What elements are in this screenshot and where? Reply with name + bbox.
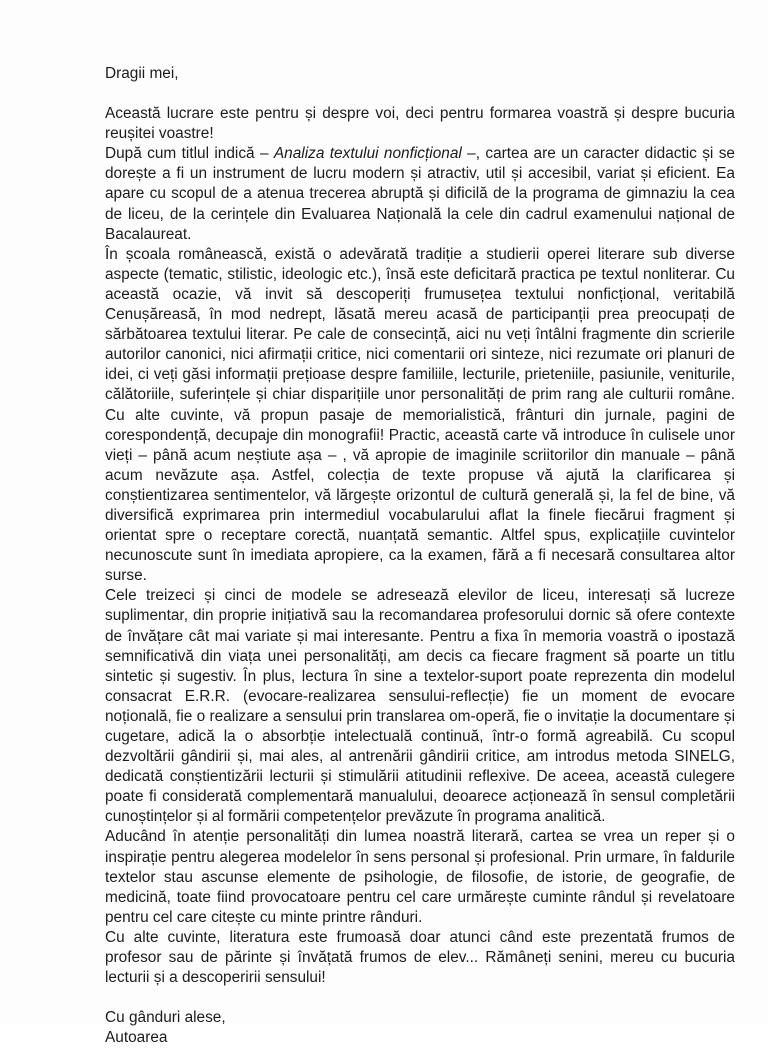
paragraph-1: Această lucrare este pentru și despre voi, deci pentru formarea voastră și despre bucuria reușitei voastre! (105, 105, 735, 143)
book-title: Analiza textului nonficțional (273, 145, 462, 163)
letter-closing (105, 1008, 735, 1048)
paragraph-5: Aducând în atenție personalități din lumea noastră literară, cartea se vrea un reper și o inspirație pentru alegerea modelelor în sens personal și profesional. Prin urmare, în faldurile textelor stau ascunse elemente de psihologie, de filosofie, de istorie, de geografie, de medicină, toate fiind provocatoare pentru cel care urmărește cuminte rândul și revelatoare pentru cel care citește cu minte printre rânduri. (105, 828, 735, 926)
paragraph-2 (105, 144, 735, 244)
paragraph-4: Cele treizeci și cinci de modele se adresează elevilor de liceu, interesați să lucreze suplimentar, din proprie inițiativă sau la recomandarea profesorului dornic să ofere contexte de învățare cât mai variate și mai interesante. Pentru a fixa în memoria voastră o ipostază semnificativă din viața unei personalități, am decis ca fiecare fragment să poarte un titlu sintetic și sugestiv. În plus, lectura în sine a textelor-suport poate reprezenta din modelul consacrat E.R.R. (evocare-realizarea sensului-reflecție) fie un moment de evocare noțională, fie o realizare a sensului prin translarea om-operă, fie o invitație la documentare și cugetare, adică la o absorbție intelectuală continuă, într-o formă agreabilă. Cu scopul dezvoltării gândirii și, mai ales, al antrenării gândirii critice, am introdus metoda SINELG, dedicată conștientizării lecturii și stimulării atitudinii reflexive. De aceea, această culegere poate fi considerată complementară manualului, deoarece acționează în sensul completării cunoștințelor și al formării competențelor prevăzute în programa analitică. (105, 587, 735, 826)
paragraph-6: Cu alte cuvinte, literatura este frumoasă doar atunci când este prezentată frumos de profesor sau de părinte și învățată frumos de elev... Rămâneți senini, mereu cu bucuria lecturii și a descoperirii sensului! (105, 928, 735, 987)
closing-phrase: Cu gânduri alese, (105, 1009, 226, 1027)
paragraph-2-after: –, cartea are un caracter didactic și se dorește a fi un instrument de lucru modern și atractiv, util și accesibil, variat și eficient. Ea apare cu scopul de a atenua trecerea abruptă și dificilă de la programa de gimnaziu la cea de liceu, de la cerințele din Evaluarea Națională la cele din cadrul examenului național de Bacalaureat. (105, 145, 735, 243)
signature: Autoarea (105, 1029, 168, 1047)
letter-body (105, 64, 735, 1048)
paragraph-3: În școala românească, există o adevărată tradiție a studierii operei literare sub diverse aspecte (tematic, stilistic, ideologic etc.), însă este deficitară practica pe textul nonliterar. Cu această ocazie, vă invit să descoperiți frumusețea textului nonficțional, veritabilă Cenușăreasă, în mod nedrept, lăsată mereu acasă de participanții prea preocupați de sărbătoarea textului literar. Pe cale de consecință, aici nu veți întâlni fragmente din scrierile autorilor canonici, nici afirmații critice, nici comentarii ori sinteze, nici rezumate ori planuri de idei, ci veți găsi informații prețioase despre familiile, lecturile, prieteniile, pasiunile, veniturile, călătoriile, suferințele și chiar disparițiile unor personalități de prim rang ale culturii române. Cu alte cuvinte, vă propun pasaje de memorialistică, frânturi din jurnale, pagini de corespondență, decupaje din monografii! Practic, această carte vă introduce în culisele unor vieți – până acum neștiute așa – , vă apropie de imaginile scriitorilor din manuale – până acum nevăzute așa. Astfel, colecția de texte propuse vă ajută la clarificarea și conștientizarea sentimentelor, vă lărgește orizontul de cultură generală și, la fel de bine, vă diversifică exprimarea prin intermediul vocabularului aflat la finele fiecărui fragment și orientat spre o receptare corectă, nuanțată semantic. Altfel spus, explicațiile cuvintelor necunoscute sunt în imediata apropiere, ca la examen, fără a fi necesară consultarea altor surse. (105, 245, 735, 585)
letter-greeting: Dragii mei, (105, 65, 179, 82)
paragraph-2-before: După cum titlul indică – (105, 145, 274, 163)
